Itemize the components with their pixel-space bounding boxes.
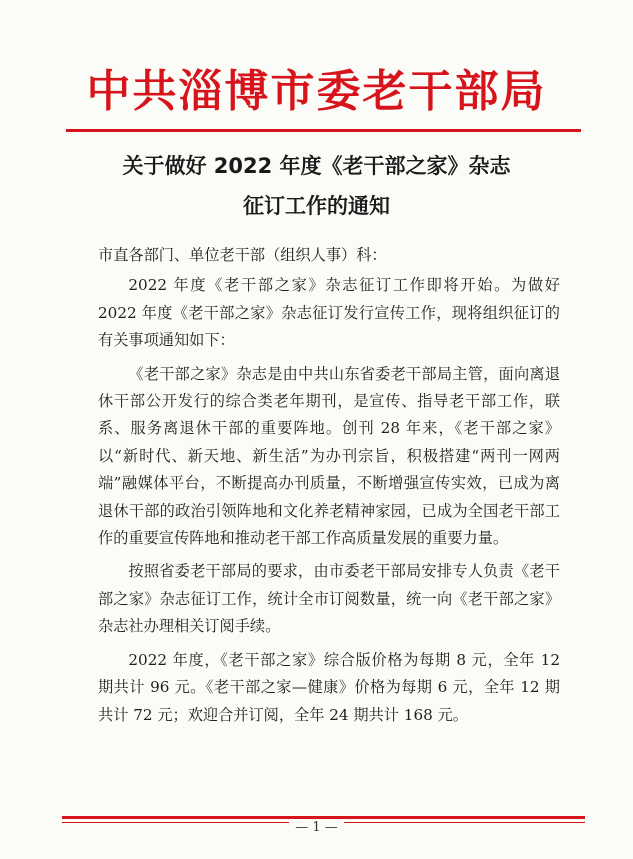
- page-number-text: — 1 —: [289, 820, 344, 835]
- footer-red-rule-thick: [62, 816, 585, 819]
- salutation: 市直各部门、单位老干部（组织人事）科：: [98, 246, 387, 264]
- document-body: [98, 242, 560, 729]
- title-line-2: 征订工作的通知: [243, 194, 390, 218]
- masthead-red-rule: [66, 129, 581, 132]
- paragraph-magazine-description: 《老干部之家》杂志是由中共山东省委老干部局主管，面向离退休干部公开发行的综合类老年期刊，是宣传、指导老干部工作，联系、服务离退休干部的重要阵地。创刊 28 年来，《老干部之家》以“新时代、新天地、新生活”为办刊宗旨，积极搭建“两刊一网两端”融媒体平台，不断提高办刊质量，不断增强宣传实效，已成为离退休干部的政治引领阵地和文化养老精神家园，已成为全国老干部工作的重要宣传阵地和推动老干部工作高质量发展的重要力量。: [98, 364, 560, 548]
- page-number: [0, 820, 633, 835]
- agency-masthead: 中共淄博市委老干部局: [86, 66, 547, 117]
- paragraph-subscription-arrangement: 按照省委老干部局的要求，由市委老干部局安排专人负责《老干部之家》杂志征订工作，统计全市订阅数量，统一向《老干部之家》杂志社办理相关订阅手续。: [98, 562, 560, 636]
- title-line-1: 关于做好 2022 年度《老干部之家》杂志: [122, 154, 511, 178]
- paragraph-pricing: 2022 年度，《老干部之家》综合版价格为每期 8 元，全年 12 期共计 96 元。《老干部之家—健康》价格为每期 6 元，全年 12 期共计 72 元；欢迎合并订阅，全年 24 期共计 168 元。: [98, 650, 560, 724]
- paragraph-intro: 2022 年度《老干部之家》杂志征订工作即将开始。为做好 2022 年度《老干部之家》杂志征订发行宣传工作，现将组织征订的有关事项通知如下：: [98, 276, 560, 350]
- document-title: [0, 146, 633, 226]
